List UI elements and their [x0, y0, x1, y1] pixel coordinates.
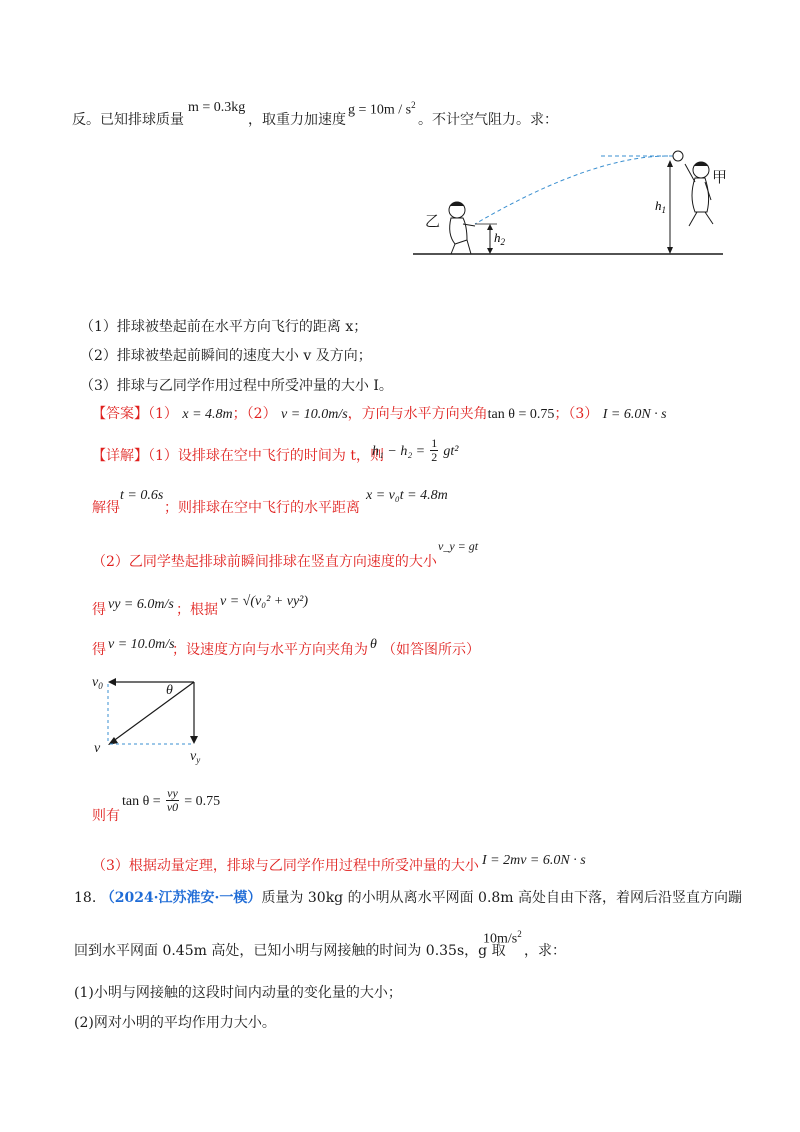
intro-lead: 反。已知排球质量 [72, 112, 184, 128]
detail-line-3: （2）乙同学垫起排球前瞬间排球在竖直方向速度的大小 [92, 554, 437, 570]
detail-line-2b: ；则排球在空中飞行的水平距离 [164, 500, 360, 516]
q18-line-2b: ，求： [524, 943, 566, 959]
h1-label: $h_1$ [655, 198, 666, 215]
mass-value: m = 0.3kg [188, 100, 246, 115]
detail-v-formula: v = √(v₀² + vy²) [220, 594, 309, 609]
q18-line-2: 回到水平网面 0.45m 高处，已知小明与网接触的时间为 0.35s，g 取 [74, 943, 506, 959]
v-arrow [112, 682, 194, 742]
g-formula: $g = 10m / s^2$ [348, 100, 416, 118]
detail-tan-eq: tan θ = $\frac{vy}{v0}$ = 0.75 [122, 786, 221, 814]
person-jia-icon [685, 162, 713, 226]
q18-number: 18. [74, 890, 97, 906]
velocity-diagram [88, 668, 218, 768]
h2-label: $h_2$ [494, 230, 505, 247]
label-yi: 乙 [425, 214, 441, 230]
vy-label: $v_y$ [190, 749, 201, 765]
intro-tail: 。不计空气阻力。求： [418, 112, 558, 128]
volleyball-figure [405, 140, 735, 265]
mass-formula [188, 100, 245, 116]
detail-label: 【详解】 [92, 448, 148, 464]
v0-label: $v_0$ [92, 675, 103, 691]
detail-line-5a: 得 [92, 642, 106, 658]
q18-sub-2: (2)网对小明的平均作用力大小。 [74, 1015, 276, 1031]
detail-line-5b: ；设速度方向与水平方向夹角为 [172, 642, 368, 658]
intro-mid: ，取重力加速度 [248, 112, 346, 128]
detail-line-5c: （如答图所示） [382, 642, 480, 658]
detail-line-4a: 得 [92, 602, 106, 618]
detail-line-1: 【详解】（1）设排球在空中飞行的时间为 t，则 [92, 448, 384, 464]
intro-line [72, 111, 184, 129]
v-label: v [94, 741, 101, 756]
q18-line-1: 18. （2024·江苏淮安·一模）质量为 30kg 的小明从离水平网面 0.8m 高处自由下落，着网后沿竖直方向蹦 [74, 890, 743, 906]
answer-line: 【答案】（1） x = 4.8m；（2） v = 10.0m/s，方向与水平方向夹角tan θ = 0.75；（3） I = 6.0N · s [92, 406, 667, 422]
q18-sub-1: (1)小明与网接触的这段时间内动量的变化量的大小； [74, 985, 402, 1001]
detail-x-value: x = v₀t = 4.8m [366, 488, 448, 503]
volleyball-icon [673, 151, 683, 161]
question-2: （2）排球被垫起前瞬间的速度大小 v 及方向； [80, 348, 372, 364]
answer-tan: tan θ = 0.75 [487, 407, 555, 422]
question-1: （1）排球被垫起前在水平方向飞行的距离 x； [80, 319, 368, 335]
detail-vy-value: vy = 6.0m/s [108, 597, 174, 612]
answer-x: x = 4.8m [182, 407, 233, 422]
answer-impulse: I = 6.0N · s [602, 407, 667, 422]
q18-source: （2024·江苏淮安·一模） [100, 890, 262, 906]
detail-eq-1: h₁ − h₂ = $\frac{1}{2}$ gt² [372, 436, 459, 464]
detail-impulse-eq: I = 2mv = 6.0N · s [482, 853, 586, 868]
trajectory-curve [475, 156, 673, 224]
detail-t-value: t = 0.6s [120, 488, 164, 503]
answer-v: v = 10.0m/s [281, 407, 348, 422]
detail-theta: θ [370, 637, 377, 652]
detail-line-2a: 解得 [92, 500, 120, 516]
theta-label: θ [166, 683, 173, 698]
question-3: （3）排球与乙同学作用过程中所受冲量的大小 I。 [80, 378, 393, 394]
detail-line-7: （3）根据动量定理，排球与乙同学作用过程中所受冲量的大小 [92, 858, 479, 874]
detail-line-4b: ；根据 [176, 602, 218, 618]
detail-line-6a: 则有 [92, 808, 120, 824]
label-jia: 甲 [712, 170, 728, 186]
q18-g-value: $10m/s^2$ [483, 929, 522, 947]
detail-v-value: v = 10.0m/s [108, 637, 175, 652]
detail-vy-eq: v_y = gt [438, 539, 479, 553]
answer-label: 【答案】 [92, 406, 148, 422]
person-yi-icon [449, 202, 475, 254]
